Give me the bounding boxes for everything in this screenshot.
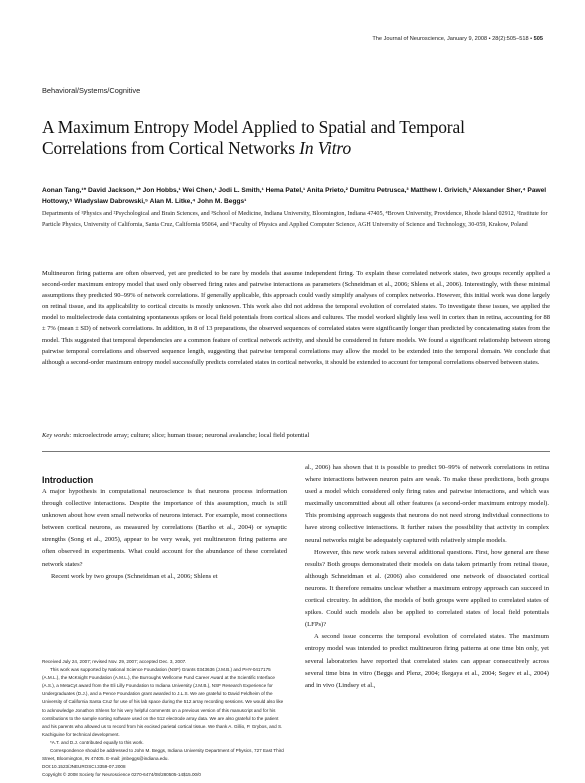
journal-running-header	[372, 36, 543, 42]
intro-paragraph: A second issue concerns the temporal evolution of correlated states. The maximum entropy model was intended to predict multineuron firing patterns at one time bin only, yet several laboratories have reported that correlated states can appear consecutively across several time bins in vitro (Beggs and Plenz, 2004; Ikegaya et al., 2004; Segev et al., 2004) and in vivo (Lindsey et al.,	[305, 633, 549, 689]
right-column	[305, 462, 549, 692]
introduction-heading: Introduction	[42, 475, 94, 485]
keywords	[42, 432, 550, 439]
intro-paragraph: Recent work by two groups (Schneidman et al., 2006; Shlens et	[51, 572, 218, 580]
keywords-label: Key words:	[42, 432, 72, 439]
footnote-copyright: Copyright © 2008 Society for Neuroscience 0270-6474/08/280505-14$15.00/0	[42, 772, 201, 778]
affiliations: Departments of ¹Physics and ²Psychological and Brain Sciences, and ³School of Medicine, Indiana University, Bloomington, Indiana 47405, ⁴Brown University, Providence, Rhode Island 02912, ⁵Institute for Particle Physics, University of California, Santa Cruz, California 95064, and ⁶Faculty of Physics and Applied Computer Science, AGH University of Science and Technology, 30-059, Krakow, Poland	[42, 211, 548, 229]
abstract: Multineuron firing patterns are often observed, yet are predicted to be rare by models that assume independent firing. To explain these correlated network states, two groups recently applied a second-order maximum entropy model that used only observed firing rates and pairwise interactions as parameters (Schneidman et al., 2006; Shlens et al., 2006). Interestingly, with these minimal assumptions they predicted 90–99% of network correlations. If generally applicable, this approach could vastly simplify analyses of complex networks. However, this initial work was done largely on retinal tissue, and its applicability to cortical circuits is mostly unknown. This work also did not address the temporal evolution of correlated states. To investigate these issues, we applied the model to multielectrode data containing spontaneous spikes or local field potentials from cortical slices and cultures. The model worked slightly less well in cortex than in retina, accounting for 88 ± 7% (mean ± SD) of network correlations. In addition, in 8 of 13 preparations, the observed sequences of correlated states were significantly longer than predicted by concatenating states from the model. This suggested that temporal dependencies are a common feature of cortical network activity, and should be considered in future models. We found a significant relationship between strong pairwise temporal correlations and observed sequence length, suggesting that pairwise temporal correlations may allow the model to be extended into the temporal domain. We conclude that although a second-order maximum entropy model successfully predicts correlated states in cortical networks, it should be extended to account for temporal correlations observed between states.	[42, 270, 550, 366]
page-number: 505	[533, 36, 543, 42]
author-list: Aonan Tang,¹* David Jackson,¹* Jon Hobbs,¹ Wei Chen,¹ Jodi L. Smith,¹ Hema Patel,¹ Anita Prieto,² Dumitru Petrusca,³ Matthew I. Grivich,³ Alexander Sher,⁴ Pawel Hottowy,⁵ Wladyslaw Dabrowski,⁵ Alan M. Litke,⁴ John M. Beggs¹	[42, 187, 547, 205]
footnote-equal-contribution: *A.T. and D.J. contributed equally to this work.	[50, 739, 144, 745]
journal-citation: The Journal of Neuroscience, January 9, 2008 • 28(2):505–518 •	[372, 36, 533, 42]
section-label: Behavioral/Systems/Cognitive	[42, 86, 141, 95]
footnotes	[42, 658, 287, 779]
title-main: A Maximum Entropy Model Applied to Spatial and Temporal Correlations from Cortical Networks	[42, 117, 465, 158]
footnote-received: Received July 24, 2007; revised Nov. 29, 2007; accepted Dec. 3, 2007.	[42, 659, 187, 664]
keywords-text: microelectrode array; culture; slice; human tissue; neuronal avalanche; local field potential	[71, 432, 310, 439]
footnote-correspondence: Correspondence should be addressed to John M. Beggs, Indiana University Department of Physics, 727 East Third Street, Bloomington, IN 47405. E-mail: jmbeggs@indiana.edu.	[42, 748, 284, 762]
intro-paragraph: A major hypothesis in computational neuroscience is that neurons process information through collective interactions. Despite the importance of this assumption, much is still unknown about how even small networks of neurons interact. For example, most connections between cortical neurons, as measured by correlations (Bartho et al., 2004) or synaptic strengths (Song et al., 2005), appear to be very weak, yet multineuron firing patterns are often observed in experiments. What could account for the abundance of these correlated network states?	[42, 488, 287, 568]
section-divider	[42, 451, 550, 452]
left-column	[42, 486, 287, 583]
intro-paragraph: al., 2006) has shown that it is possible to predict 90–99% of network correlations in retina where interactions between neuron pairs are weak. To make these predictions, both groups used a model which considered only firing rates and pairwise interactions, and which was maximally uncommitted about all other features (a second-order maximum entropy model). This promising approach suggests that neurons do not need strong individual connections to have strong collective interactions. It further raises the possibility that activity in complex neural networks might be adequately captured with relatively simple models.	[305, 464, 549, 544]
article-title	[42, 117, 547, 159]
footnote-doi: DOI:10.1523/JNEUROSCI.3359-07.2008	[42, 764, 126, 770]
intro-paragraph: However, this new work raises several additional questions. First, how general are these results? Both groups demonstrated their models on data taken primarily from retinal tissue, although Schneidman et al. (2006) also considered one network of dissociated cortical neurons. It therefore remains unclear whether a maximum entropy approach can succeed in cortical circuitry. In addition, the models of both groups were applied to correlated states of spikes. Could such models also be applied to correlated states of local field potentials (LFPs)?	[305, 548, 549, 629]
title-italic: In Vitro	[299, 138, 352, 158]
footnote-funding: This work was supported by National Science Foundation (NSF) Grants 0343636 (J.M.B.) and PHY-0417175 (A.M.L.), the McKnight Foundation (A.M.L.), the Burroughs Wellcome Fund Career Award at the Scientific Interface (A.S.), a MetaCyt award from the Eli Lilly Foundation to Indiana University (J.M.B.), NSF Research Experience for Undergraduates (D.J.), and a Pence Foundation grant awarded to J.L.S. We are grateful to David Feldheim of the University of California Santa Cruz for use of his lab space during the 512 array recording sessions. We would also like to acknowledge Jonathon Shlens for his very helpful comments on a previous version of this manuscript and for his contributions to the sample sorting software used on the 512 electrode array data. We are also grateful to the patient and his parents who allowed us to record from his excised parietal cortical tissue. We thank A. Gillio, P. Grybos, and S. Kachiguine for technical development.	[42, 667, 284, 737]
